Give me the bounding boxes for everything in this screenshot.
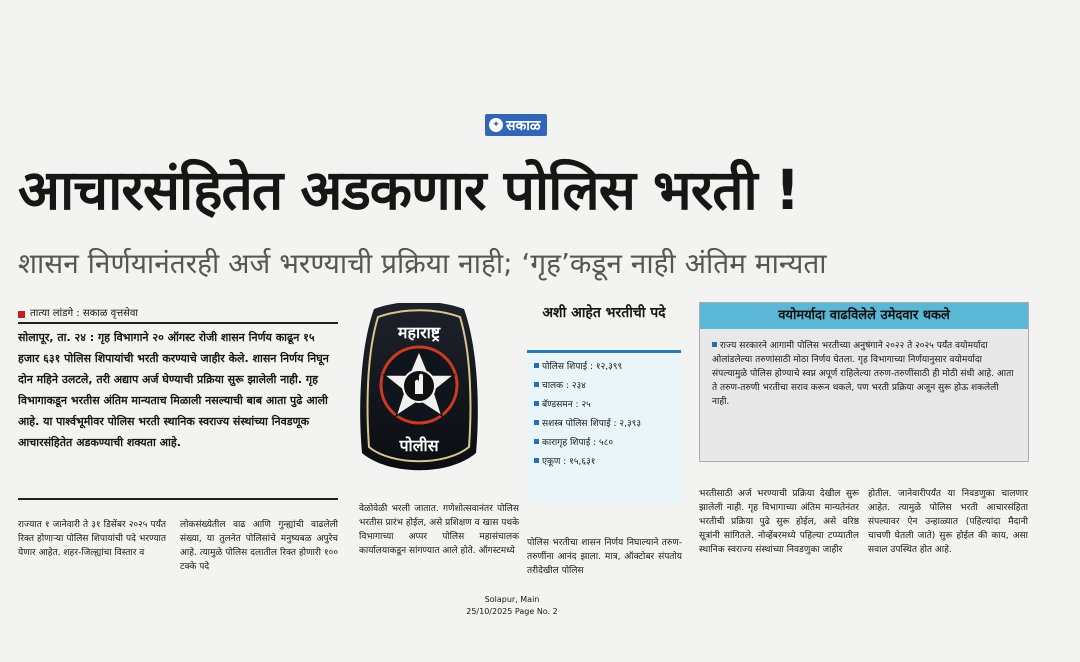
byline-text: तात्या लांडगे : सकाळ वृत्तसेवा	[30, 308, 139, 319]
square-bullet-icon	[534, 439, 539, 444]
square-bullet-icon	[534, 363, 539, 368]
subheadline: शासन निर्णयानंतरही अर्ज भरण्याची प्रक्रिया नाही; ‘गृह’कडून नाही अंतिम मान्यता	[18, 247, 827, 280]
square-bullet-icon	[534, 458, 539, 463]
badge-top-text: महाराष्ट्र	[397, 323, 441, 342]
edition-name: Solapur, Main	[484, 595, 540, 604]
sidebar-body	[700, 329, 1028, 409]
age-limit-sidebar	[699, 302, 1029, 462]
article-column: भरतीसाठी अर्ज भरण्याची प्रक्रिया देखील सुरू झालेली नाही. गृह विभागाच्या अंतिम मान्यतेनंतर भरतीची प्रक्रिया पुढे सुरू होईल, असे वरिष्ठ सूत्रांनी सांगितले. नोव्हेंबरमध्ये पहिल्या टप्प्यातील स्थानिक स्वराज्य संस्थांच्या निवडणुका जाहीर	[699, 489, 859, 555]
posts-item-text: चालक : २३४	[542, 381, 586, 391]
posts-item	[534, 358, 681, 377]
article-column: पोलिस भरतीचा शासन निर्णय निघाल्याने तरुण-तरुणींना आनंद झाला. मात्र, ऑक्टोबर संपतोय तरीदेखील पोलिस	[527, 538, 682, 576]
posts-item-text: पोलिस शिपाई : १२,३९९	[542, 362, 623, 372]
headline: आचारसंहितेत अडकणार पोलिस भरती !	[18, 158, 800, 222]
posts-item	[534, 377, 681, 396]
article-column: लोकसंख्येतील वाढ आणि गुन्ह्यांची वाढलेली संख्या, या तुलनेत पोलिसांचे मनुष्यबळ अपुरेच आहे. त्यामुळे पोलिस दलातील रिक्त होणारी १०० टक्के पदे	[180, 520, 338, 572]
badge-bottom-text: पोलीस	[399, 436, 439, 455]
logo-emblem-icon: ✦	[489, 118, 503, 132]
logo-text: सकाळ	[506, 117, 541, 134]
square-bullet-icon	[534, 401, 539, 406]
article-column: राज्यात १ जानेवारी ते ३१ डिसेंबर २०२५ पर्यंत रिक्त होणाऱ्या पोलिस शिपायांची पदे भरण्यात येणार आहेत. शहर-जिल्ह्यांचा विस्तार व	[18, 520, 166, 558]
sakal-logo	[485, 114, 547, 136]
posts-box	[527, 302, 681, 502]
police-badge-icon	[356, 303, 482, 481]
police-badge	[356, 303, 482, 481]
edition-footer	[452, 594, 572, 622]
posts-list	[527, 353, 681, 503]
byline	[18, 306, 338, 324]
article-column: वेळोवेळी भरली जातात. गणेशोत्सवानंतर पोलिस भरतीस प्रारंभ होईल, असे प्रशिक्षण व खास पथके विभागाच्या अप्पर पोलिस महासंचालक कार्यालयाकडून सांगण्यात आले होते. ऑगस्टमध्ये	[359, 504, 519, 556]
sidebar-title: वयोमर्यादा वाढविलेले उमेदवार थकले	[700, 303, 1028, 329]
lead-paragraph: सोलापूर, ता. २४ : गृह विभागाने २० ऑगस्ट रोजी शासन निर्णय काढून १५ हजार ६३१ पोलिस शिपायांची भरती करण्याचे जाहीर केले. शासन निर्णय निघून दोन महिने उलटले, तरी अद्याप अर्ज घेण्याची प्रक्रिया सुरू झालेली नाही. गृह विभागाकडून भरतीस अंतिम मान्यताच मिळाली नसल्याची बाब आता पुढे आली आहे. या पार्श्वभूमीवर पोलिस भरती स्थानिक स्वराज्य संस्थांच्या निवडणूक आचारसंहितेत अडकण्याची शक्यता आहे.	[18, 331, 329, 449]
edition-date-page: 25/10/2025 Page No. 2	[466, 607, 558, 616]
square-bullet-icon	[534, 420, 539, 425]
posts-item-text: सशस्त्र पोलिस शिपाई : २,३९३	[542, 419, 642, 429]
posts-item-text: कारागृह शिपाई : ५८०	[542, 438, 614, 448]
byline-marker-icon	[18, 311, 25, 318]
posts-title: अशी आहेत भरतीची पदे	[527, 302, 681, 353]
article-column: होतील. जानेवारीपर्यंत या निवडणुका चालणार आहेत. त्यामुळे पोलिस भरती आचारसंहिता संपल्यावर ऐन उन्हाळ्यात (पहिल्यांदा मैदानी चाचणी घेतली जाते) सुरू होईल की काय, असा सवाल उपस्थित होत आहे.	[868, 489, 1028, 555]
square-bullet-icon	[712, 342, 717, 347]
posts-item	[534, 434, 681, 453]
square-bullet-icon	[534, 382, 539, 387]
posts-item	[534, 415, 681, 434]
posts-item	[534, 396, 681, 415]
sidebar-body-text: राज्य सरकारने आगामी पोलिस भरतीच्या अनुषंगाने २०२२ ते २०२५ पर्यंत वयोमर्यादा ओलांडलेल्या तरुणांसाठी मोठा निर्णय घेतला. गृह विभागाच्या निर्णयानुसार वयोमर्यादा संपल्यामुळे पोलिस होण्याचे स्वप्न अपूर्ण राहिलेल्या तरुण-तरुणींसाठी ही मोठी संधी आहे. आता ते तरुण-तरुणी भरतीचा सराव करून थकले, पण भरती प्रक्रिया अजून सुरू होऊ शकलेली नाही.	[712, 341, 1014, 407]
lead-rule	[18, 498, 338, 500]
posts-item-text: एकूण : १५,६३१	[542, 457, 596, 467]
posts-item-text: बॅण्डसमन : २५	[542, 400, 591, 410]
posts-item	[534, 453, 681, 472]
